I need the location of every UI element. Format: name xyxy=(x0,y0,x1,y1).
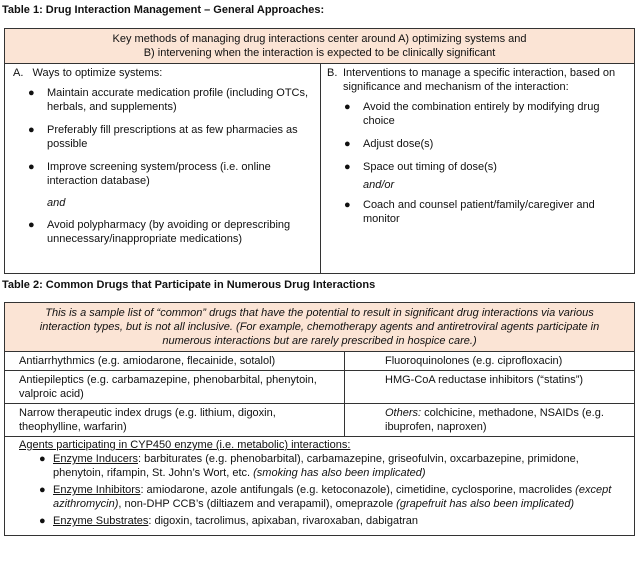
left-connector: and xyxy=(47,197,66,209)
right-heading: B. Interventions to manage a specific interaction, based on significance and mechanism of the interaction: xyxy=(327,67,616,93)
others-label: Others: xyxy=(385,407,422,419)
list-item: ● Preferably fill prescriptions at as few pharmacies as possible xyxy=(28,124,298,150)
left-list-2 xyxy=(11,218,314,246)
bullet-icon: ● xyxy=(39,515,46,527)
table1-header-line1: Key methods of managing drug interactions center around A) optimizing systems and xyxy=(112,33,527,45)
bullet-icon: ● xyxy=(28,219,35,231)
bullet-icon: ● xyxy=(28,87,35,99)
table1 xyxy=(4,28,635,274)
table1-right-cell xyxy=(321,64,635,274)
left-heading: A. Ways to optimize systems: xyxy=(13,67,163,79)
list-item: ● Coach and counsel patient/family/caregiver and monitor xyxy=(344,199,595,225)
bullet-icon: ● xyxy=(344,101,351,113)
bullet-icon: ● xyxy=(344,138,351,150)
list-item: ● Improve screening system/process (i.e. online interaction database) xyxy=(28,161,271,187)
bullet-icon: ● xyxy=(344,161,351,173)
table-cell xyxy=(345,404,635,437)
list-item: ● Enzyme Substrates: digoxin, tacrolimus, apixaban, rivaroxaban, dabigatran xyxy=(39,515,419,527)
table1-header xyxy=(5,29,635,64)
bullet-icon: ● xyxy=(28,124,35,136)
table1-left-cell xyxy=(5,64,321,274)
right-list-2 xyxy=(327,198,628,226)
list-item: ● Avoid polypharmacy (by avoiding or deprescribing unnecessary/inappropriate medications) xyxy=(28,219,291,245)
list-item: ● Space out timing of dose(s) xyxy=(344,161,497,173)
bullet-icon: ● xyxy=(28,161,35,173)
table-cell: Antiarrhythmics (e.g. amiodarone, flecainide, sotalol) xyxy=(5,352,345,371)
list-item: ● Adjust dose(s) xyxy=(344,138,434,150)
right-connector: and/or xyxy=(363,179,395,191)
table-cell: HMG-CoA reductase inhibitors (“statins”) xyxy=(345,371,635,404)
table-cell: Narrow therapeutic index drugs (e.g. lithium, digoxin, theophylline, warfarin) xyxy=(5,404,345,437)
table-row xyxy=(5,371,635,404)
table-cell: Fluoroquinolones (e.g. ciprofloxacin) xyxy=(345,352,635,371)
list-item: ● Enzyme Inhibitors: amiodarone, azole antifungals (e.g. ketoconazole), cimetidine, cyclosporine, macrolides (except azithromycin), non-DHP CCB’s (diltiazem and verapamil), omeprazole (grapefruit has also been implicated) xyxy=(39,484,612,510)
left-list xyxy=(11,86,314,188)
table2 xyxy=(4,302,635,536)
table-cell: Antiepileptics (e.g. carbamazepine, phenobarbital, phenytoin, valproic acid) xyxy=(5,371,345,404)
list-item: ● Avoid the combination entirely by modifying drug choice xyxy=(344,101,600,127)
table1-header-line2: B) intervening when the interaction is expected to be clinically significant xyxy=(143,47,496,59)
cyp-list xyxy=(19,452,620,528)
table2-title: Table 2: Common Drugs that Participate in Numerous Drug Interactions xyxy=(2,279,376,291)
cyp-heading: Agents participating in CYP450 enzyme (i.e. metabolic) interactions: xyxy=(19,439,351,451)
list-item: ● Maintain accurate medication profile (including OTCs, herbals, and supplements) xyxy=(28,87,309,113)
bullet-icon: ● xyxy=(39,453,46,465)
cyp-cell xyxy=(5,437,635,536)
bullet-icon: ● xyxy=(344,199,351,211)
bullet-icon: ● xyxy=(39,484,46,496)
right-list xyxy=(327,100,628,174)
table-row xyxy=(5,404,635,437)
table-row xyxy=(5,352,635,371)
others-text: colchicine, methadone, NSAIDs (e.g. ibuprofen, naproxen) xyxy=(385,407,604,433)
list-item: ● Enzyme Inducers: barbiturates (e.g. phenobarbital), carbamazepine, griseofulvin, oxcarbazepine, primidone, phenytoin, rifampin, St. John’s Wort, etc. (smoking has also been implicated) xyxy=(39,453,579,479)
table1-title: Table 1: Drug Interaction Management – General Approaches: xyxy=(2,4,325,16)
table2-header: This is a sample list of “common” drugs that have the potential to result in significant drug interactions via various interaction types, but is not all inclusive. (For example, chemotherapy agents and antiretroviral agents participate in numerous interactions but are rarely prescribed in hospice care.) xyxy=(5,303,635,352)
